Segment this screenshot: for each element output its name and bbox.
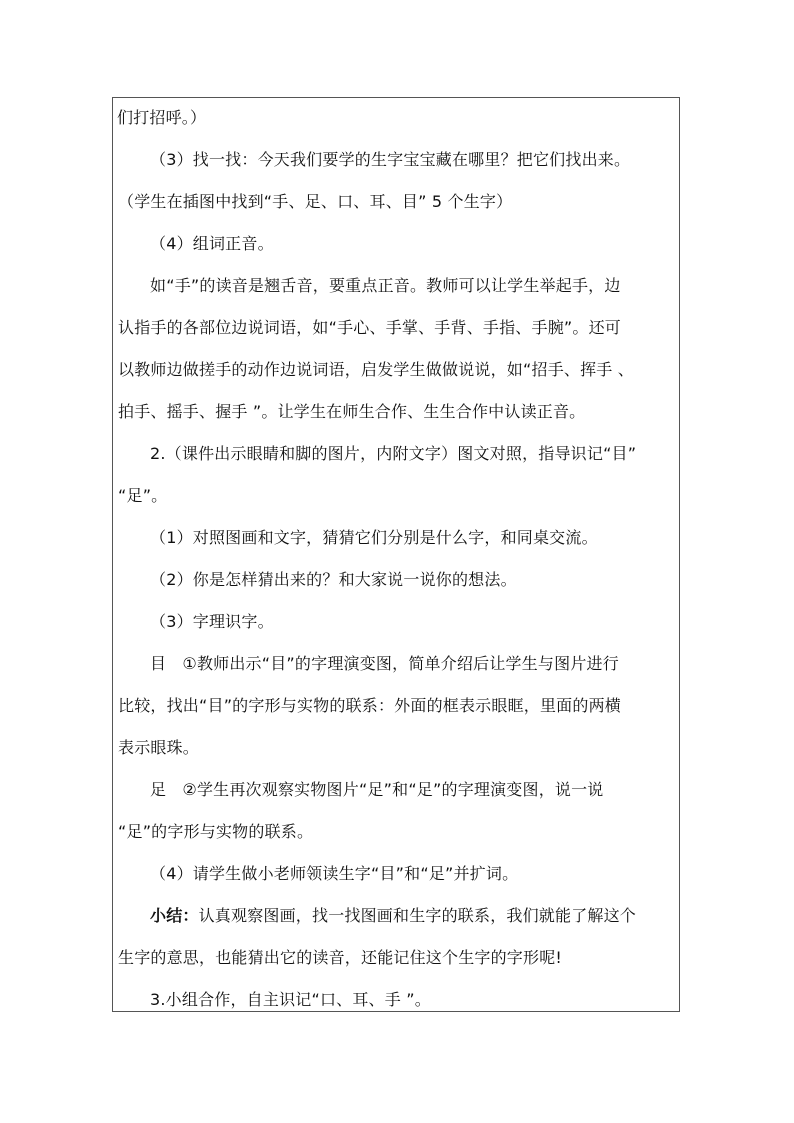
text-line: 们打招呼。） [117,108,207,127]
text-line: 拍手、摇手、握手 ”。让学生在师生合作、生生合作中认读正音。 [118,402,586,421]
text-line: （1）对照图画和文字，猜猜它们分别是什么字，和同桌交流。 [150,528,598,547]
text-line: （3）字理识字。 [150,612,274,631]
text-line: 如“手”的读音是翘舌音，要重点正音。教师可以让学生举起手，边 [150,276,621,295]
summary-text: 认真观察图画，找一找图画和生字的联系，我们就能了解这个 [198,906,637,925]
text-line: （4）组词正音。 [150,234,274,253]
summary-label: 小结： [150,906,199,925]
text-line: “足”。 [118,486,168,505]
text-line: “足”的字形与实物的联系。 [118,822,314,841]
text-line: （2）你是怎样猜出来的？和大家说一说你的想法。 [150,570,517,589]
text-line: （4）请学生做小老师领读生字“目”和“足”并扩词。 [150,864,519,883]
text-line: 表示眼珠。 [118,738,200,757]
text-line: 足 ②学生再次观察实物图片“足”和“足”的字理演变图，说一说 [150,780,604,799]
text-line: 比较，找出“目”的字形与实物的联系：外面的框表示眼眶，里面的两横 [118,696,621,715]
text-line: 生字的意思，也能猜出它的读音，还能记住这个生字的字形呢! [118,948,563,967]
text-line: 目 ①教师出示“目”的字理演变图，简单介绍后让学生与图片进行 [150,654,619,673]
text-line: 2.（课件出示眼睛和脚的图片，内附文字）图文对照，指导识记“目” [150,444,637,463]
text-line: （3）找一找：今天我们要学的生字宝宝藏在哪里？把它们找出来。 [150,150,631,169]
text-line: 以教师边做搓手的动作边说词语，启发学生做做说说，如“招手、挥手 、 [118,360,634,379]
summary-line [150,906,794,926]
text-line: 认指手的各部位边说词语，如“手心、手掌、手背、手指、手腕”。还可 [118,318,621,337]
text-line: 3.小组合作，自主识记“口、耳、手 ”。 [150,990,431,1009]
text-line: （学生在插图中找到“手、足、口、耳、目” 5 个生字） [118,192,513,211]
